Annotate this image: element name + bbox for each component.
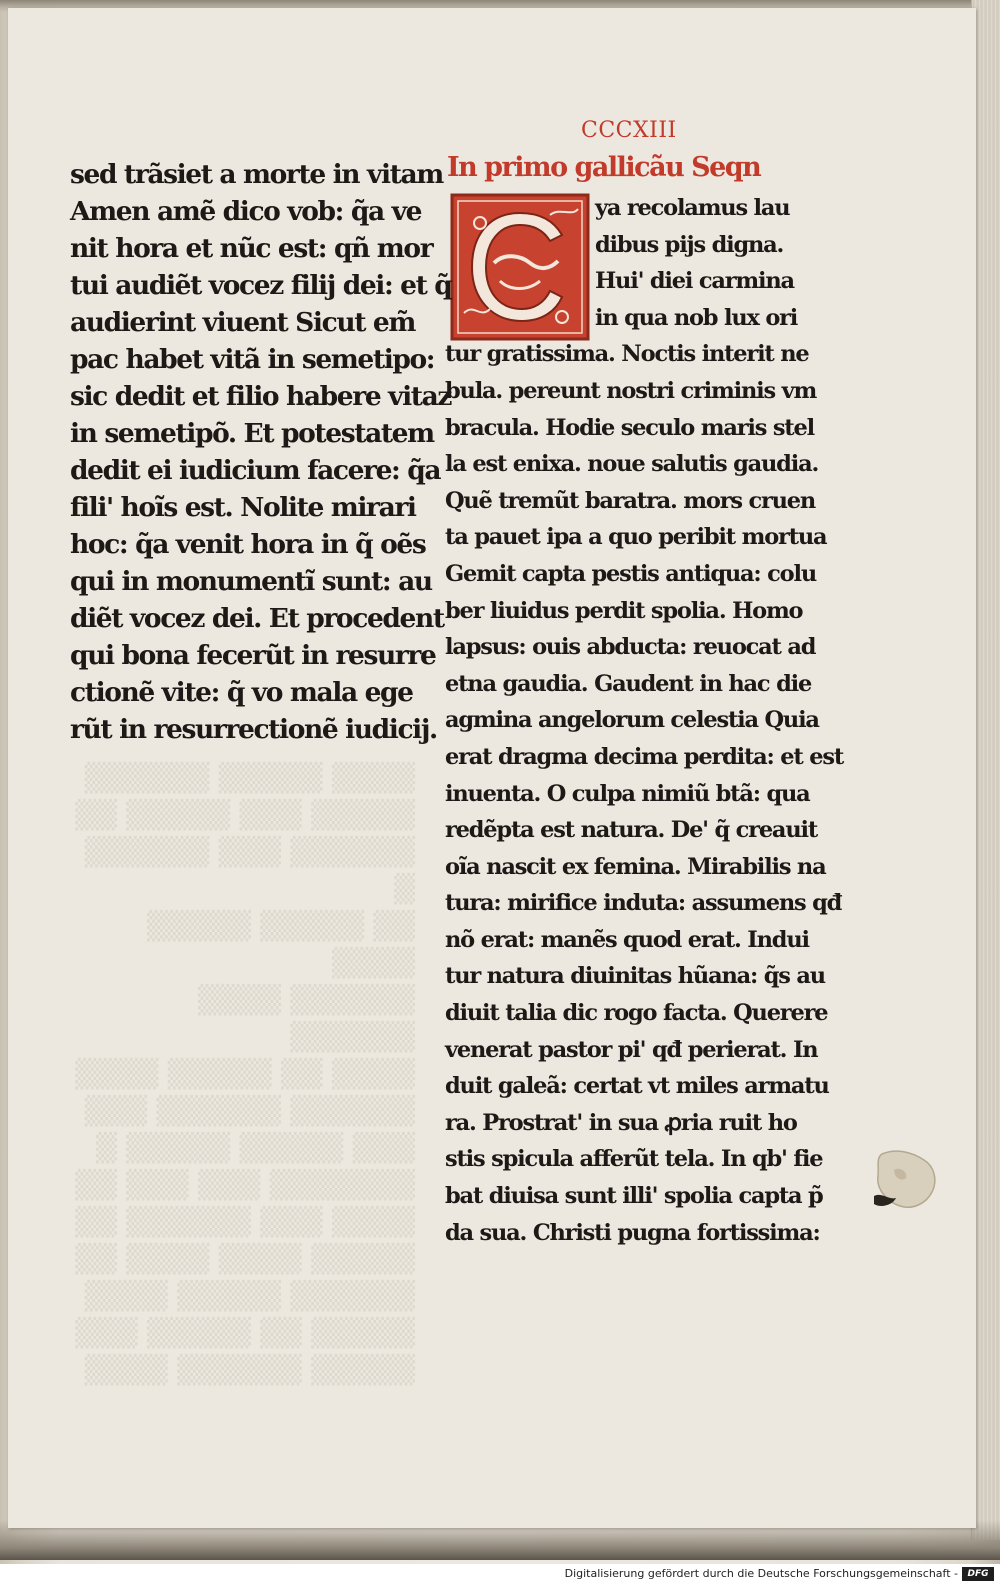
text-line: lapsus: ouis abducta: reuocat ad — [445, 634, 816, 661]
right-text-column — [445, 190, 844, 1251]
left-text-column — [70, 156, 452, 748]
paper-damage-stain — [872, 1146, 942, 1216]
text-line: stis spicula afferũt tela. In qb' fie — [445, 1146, 823, 1173]
text-line: tur natura diuinitas hũana: q̃s au — [445, 963, 825, 990]
text-line: audierint viuent Sicut em̃ — [70, 307, 415, 338]
text-line: in semetipõ. Et potestatem — [70, 418, 434, 449]
text-line: tui audiẽt vocez filij dei: et q̃ — [70, 270, 452, 301]
funding-credit: Digitalisierung gefördert durch die Deutsche Forschungsgemeinschaft - — [564, 1567, 958, 1580]
text-line: ber liuidus perdit spolia. Homo — [445, 597, 803, 624]
text-line: tura: mirifice induta: assumens qđ — [445, 890, 842, 917]
text-line: agmina angelorum celestia Quia — [445, 707, 819, 734]
text-line: diuit talia dic rogo facta. Querere — [445, 1000, 828, 1027]
text-line: dibus pijs digna. — [595, 231, 784, 258]
text-line: Amen amẽ dico vob: q̃a ve — [70, 196, 422, 227]
text-line: fili' hoĩs est. Nolite mirari — [70, 492, 416, 523]
initial-indented-lines — [445, 190, 798, 336]
text-line: duit galeã: certat vt miles armatu — [445, 1073, 829, 1100]
text-line: inuenta. O culpa nimiũ btã: qua — [445, 780, 810, 807]
text-line: hoc: q̃a venit hora in q̃ oẽs — [70, 529, 426, 560]
text-line: ctionẽ vite: q̃ vo mala ege — [70, 677, 413, 708]
digitization-footer — [0, 1564, 1000, 1584]
text-line: in qua nob lux ori — [595, 304, 798, 331]
text-line: tur gratissima. Noctis interit ne — [445, 341, 809, 368]
text-line: Gemit capta pestis antiqua: colu — [445, 560, 816, 587]
text-line: etna gaudia. Gaudent in hac die — [445, 670, 812, 697]
text-line: la est enixa. noue salutis gaudia. — [445, 451, 819, 478]
text-line: venerat pastor pi' qđ perierat. In — [445, 1036, 818, 1063]
text-line: oĩa nascit ex femina. Mirabilis na — [445, 853, 826, 880]
text-line: bat diuisa sunt illi' spolia capta p̃ — [445, 1183, 823, 1210]
text-line: Hui' diei carmina — [595, 268, 794, 295]
text-line: qui bona fecerũt in resurre — [70, 640, 436, 671]
text-line: Quẽ tremũt baratra. mors cruen — [445, 487, 816, 514]
text-line: bracula. Hodie seculo maris stel — [445, 414, 814, 441]
text-line: nit hora et nũc est: qñ mor — [70, 233, 433, 264]
text-line: redẽpta est natura. De' q̃ creauit — [445, 817, 818, 844]
rubric-heading: In primo gallicãu Seqn — [447, 152, 761, 183]
text-line: ya recolamus lau — [595, 195, 790, 221]
text-line: nõ erat: manẽs quod erat. Indui — [445, 926, 809, 953]
text-line: ta pauet ipa a quo peribit mortua — [445, 524, 827, 551]
show-through-text: ▒▒▒▒ ▒▒▒▒▒ ▒▒▒▒▒▒ ▒▒▒▒▒ ▒▒▒ ▒▒▒▒▒ ▒▒ ▒▒▒▒▒▒ ▒▒▒ ▒▒▒▒▒▒ ▒ ▒▒ ▒▒▒▒▒ ▒▒▒▒▒ ▒▒▒▒ ▒▒▒▒▒▒ ▒▒▒▒ ▒▒▒▒▒▒ ▒▒▒▒ ▒▒ ▒▒▒▒▒ ▒▒▒▒ ▒▒▒▒▒▒ ▒▒▒▒▒▒ ▒▒▒ ▒▒▒ ▒▒▒▒▒ ▒▒▒▒▒ ▒ ▒▒▒▒▒▒▒ ▒▒▒ ▒▒▒ ▒▒ ▒▒▒▒ ▒▒▒ ▒▒▒▒▒▒ ▒▒ ▒▒▒▒▒ ▒▒▒▒ ▒▒▒▒ ▒▒ ▒▒▒▒▒▒ ▒▒▒▒▒ ▒▒▒▒ ▒▒▒▒▒ ▒▒ ▒▒▒▒▒ ▒▒▒ ▒▒▒▒▒ ▒▒▒▒▒▒ ▒▒▒▒ — [75, 763, 415, 1386]
text-line: dedit ei iudicium facere: q̃a — [70, 455, 441, 486]
text-line: da sua. Christi pugna fortissima: — [445, 1219, 820, 1246]
text-line: erat dragma decima perdita: et est — [445, 743, 844, 770]
folio-number: CCCXIII — [581, 118, 677, 143]
text-line: sic dedit et filio habere vitaz — [70, 381, 452, 412]
text-line: sed trãsiet a morte in vitam — [70, 159, 443, 190]
text-line: diẽt vocez dei. Et procedent — [70, 603, 444, 634]
text-line: pac habet vitã in semetipo: — [70, 344, 435, 375]
text-line: bula. pereunt nostri criminis vm — [445, 377, 817, 404]
dfg-logo: DFG — [962, 1567, 994, 1581]
text-line: rũt in resurrectionẽ iudicij. — [70, 714, 437, 745]
text-line: qui in monumentĩ sunt: au — [70, 566, 432, 597]
text-line: ra. Prostrat' in sua ꝓria ruit ho — [445, 1109, 797, 1136]
